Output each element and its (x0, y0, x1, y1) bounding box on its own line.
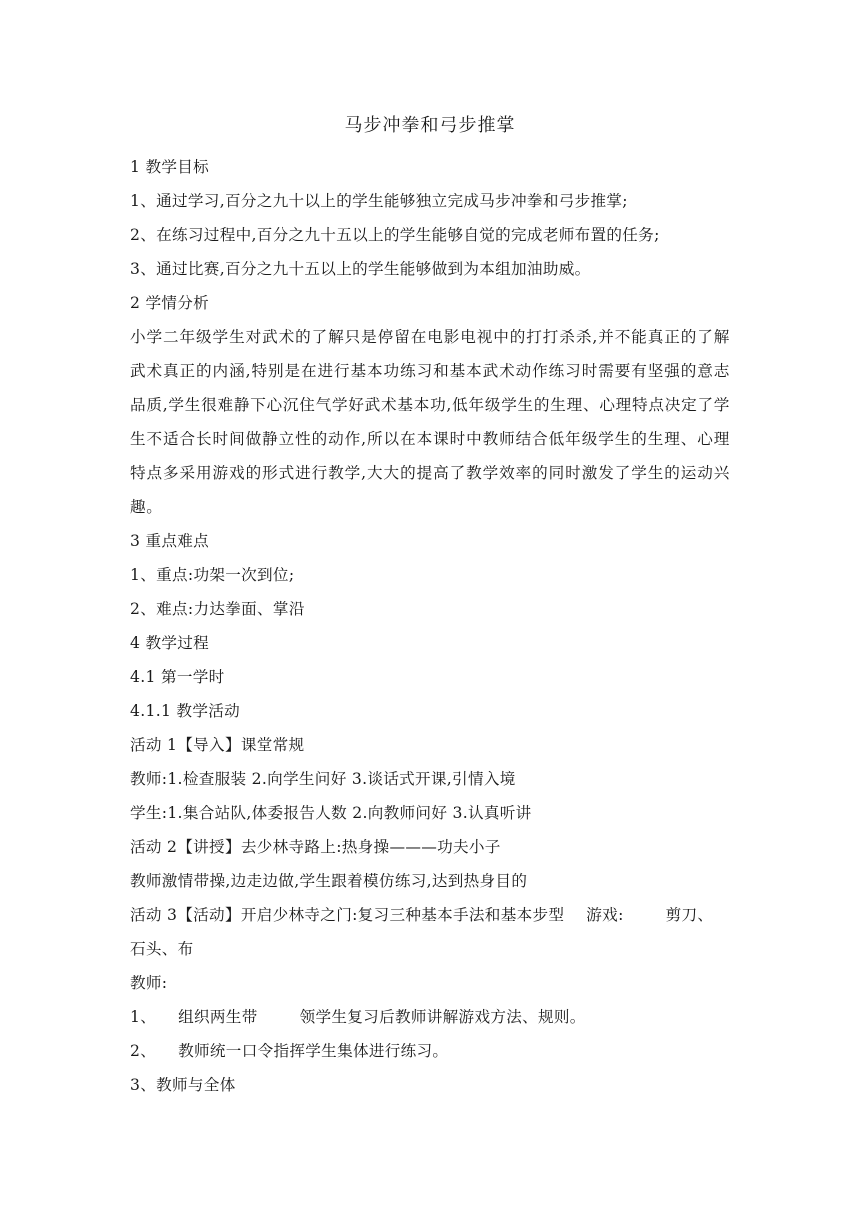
subsection-heading: 4.1 第一学时 (130, 668, 225, 686)
document-body (130, 150, 730, 1102)
teacher-item-text-b: 领学生复习后教师讲解游戏方法、规则。 (299, 1008, 586, 1026)
activity-1-student: 学生:1.集合站队,体委报告人数 2.向教师问好 3.认真听讲 (130, 804, 532, 822)
goal-item: 1、通过学习,百分之九十以上的学生能够独立完成马步冲拳和弓步推掌; (130, 192, 628, 210)
section-heading-goals: 1 教学目标 (130, 158, 210, 176)
key-point-item: 2、难点:力达拳面、掌沿 (130, 600, 305, 618)
activity-1-teacher: 教师:1.检查服装 2.向学生问好 3.谈话式开课,引情入境 (130, 770, 516, 788)
activity-2-description: 教师激情带操,边走边做,学生跟着模仿练习,达到热身目的 (130, 872, 528, 890)
document-title: 马步冲拳和弓步推掌 (344, 115, 516, 136)
teacher-label: 教师: (130, 974, 168, 992)
activity-3-game-label: 游戏: (586, 906, 624, 924)
section-heading-analysis: 2 学情分析 (130, 294, 210, 312)
teacher-item (130, 1034, 730, 1068)
teacher-item-text-a: 组织两生带 (178, 1008, 258, 1026)
subsubsection-heading: 4.1.1 教学活动 (130, 702, 241, 720)
teacher-item-number: 2、 (130, 1042, 157, 1060)
teacher-item-number: 1、 (130, 1008, 157, 1026)
activity-3-title-continued: 石头、布 (130, 940, 194, 958)
goal-item: 3、通过比赛,百分之九十五以上的学生能够做到为本组加油助威。 (130, 260, 591, 278)
teacher-item-text: 教师统一口令指挥学生集体进行练习。 (178, 1042, 449, 1060)
goal-item: 2、在练习过程中,百分之九十五以上的学生能够自觉的完成老师布置的任务; (130, 226, 660, 244)
key-point-item: 1、重点:功架一次到位; (130, 566, 295, 584)
activity-3-game-part: 剪刀、 (665, 906, 714, 924)
activity-2-title: 活动 2【讲授】去少林寺路上:热身操———功夫小子 (130, 838, 501, 856)
activity-3-title-main: 活动 3【活动】开启少林寺之门:复习三种基本手法和基本步型 (130, 906, 565, 924)
analysis-paragraph: 小学二年级学生对武术的了解只是停留在电影电视中的打打杀杀,并不能真正的了解武术真正的内涵,特别是在进行基本功练习和基本武术动作练习时需要有坚强的意志品质,学生很难静下心沉住气学好武术基本功,低年级学生的生理、心理特点决定了学生不适合长时间做静立性的动作,所以在本课时中教师结合低年级学生的生理、心理特点多采用游戏的形式进行教学,大大的提高了教学效率的同时激发了学生的运动兴趣。 (130, 328, 730, 516)
activity-3-title (130, 898, 730, 932)
teacher-item: 3、教师与全体 (130, 1076, 236, 1094)
section-heading-key-points: 3 重点难点 (130, 532, 210, 550)
activity-1-title: 活动 1【导入】课堂常规 (130, 736, 305, 754)
section-heading-process: 4 教学过程 (130, 634, 210, 652)
teacher-item (130, 1000, 730, 1034)
